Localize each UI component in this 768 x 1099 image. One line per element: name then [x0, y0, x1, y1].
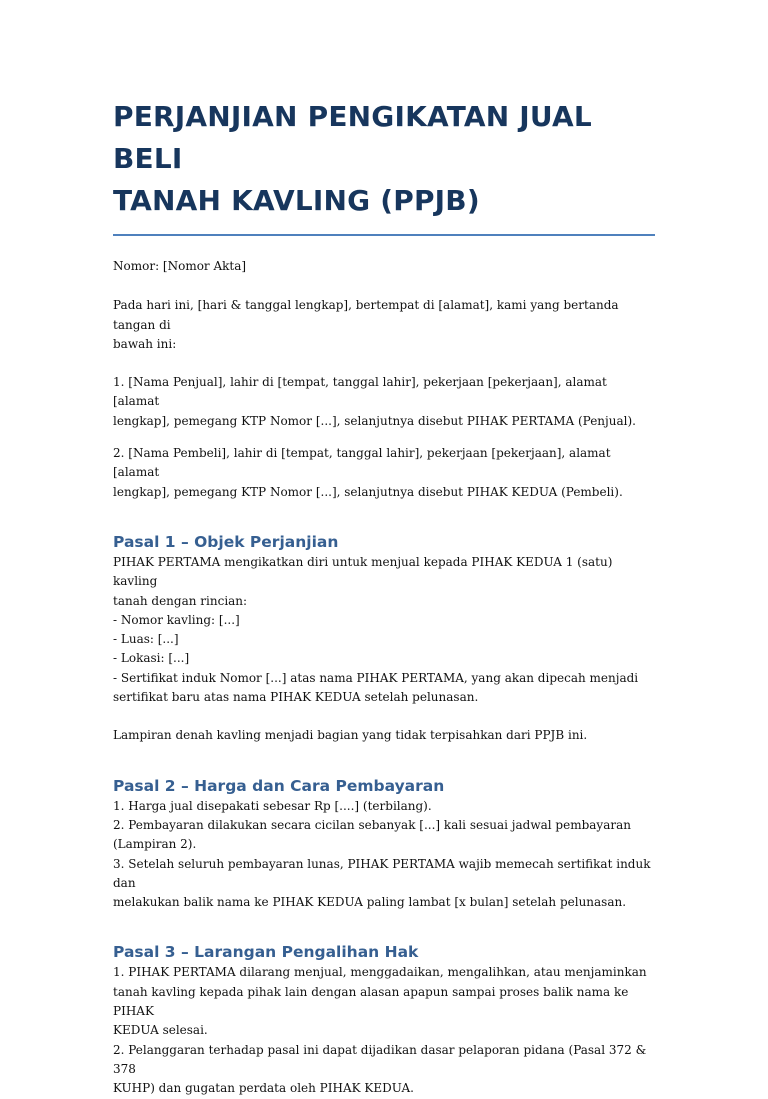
- party-first-paragraph: 1. [Nama Penjual], lahir di [tempat, tanggal lahir], pekerjaan [pekerjaan], alamat [alamat lengkap], pemegang KTP Nomor [...], selanjutnya disebut PIHAK PERTAMA (Penjual).: [113, 375, 636, 428]
- section-note-pasal-1: Lampiran denah kavling menjadi bagian yang tidak terpisahkan dari PPJB ini.: [113, 728, 588, 743]
- nomor-akta: Nomor: [Nomor Akta]: [113, 259, 247, 273]
- document-page: [113, 96, 655, 1099]
- section-body-pasal-2: 1. Harga jual disepakati sebesar Rp [....] (terbilang). 2. Pembayaran dilakukan secara cicilan sebanyak [...] kali sesuai jadwal pembayaran (Lampiran 2). 3. Setelah seluruh pembayaran lunas, PIHAK PERTAMA wajib memecah sertifikat induk dan melakukan balik nama ke PIHAK KEDUA paling lambat [x bulan] setelah pelunasan.: [113, 798, 651, 910]
- title-line-2: TANAH KAVLING (PPJB): [113, 184, 480, 217]
- document-title: [113, 96, 655, 222]
- intro-paragraph: Pada hari ini, [hari & tanggal lengkap], bertempat di [alamat], kami yang bertanda tangan di bawah ini:: [113, 298, 619, 351]
- section-heading-pasal-3: Pasal 3 – Larangan Pengalihan Hak: [113, 943, 419, 962]
- title-line-1: PERJANJIAN PENGIKATAN JUAL BELI: [113, 100, 592, 175]
- title-underline: [113, 234, 655, 236]
- section-body-pasal-1: PIHAK PERTAMA mengikatkan diri untuk menjual kepada PIHAK KEDUA 1 (satu) kavling tanah dengan rincian: - Nomor kavling: [...] - Luas: [...] - Lokasi: [...] - Sertifikat induk Nomor [...] atas nama PIHAK PERTAMA, yang akan dipecah menjadi sertifikat baru atas nama PIHAK KEDUA setelah pelunasan.: [113, 554, 639, 705]
- section-body-pasal-3: 1. PIHAK PERTAMA dilarang menjual, menggadaikan, mengalihkan, atau menjaminkan tanah kavling kepada pihak lain dengan alasan apapun sampai proses balik nama ke PIHAK KEDUA selesai. 2. Pelanggaran terhadap pasal ini dapat dijadikan dasar pelaporan pidana (Pasal 372 & 378 KUHP) dan gugatan perdata oleh PIHAK KEDUA.: [113, 965, 647, 1096]
- section-heading-pasal-1: Pasal 1 – Objek Perjanjian: [113, 532, 339, 551]
- section-heading-pasal-2: Pasal 2 – Harga dan Cara Pembayaran: [113, 776, 445, 795]
- party-second-paragraph: 2. [Nama Pembeli], lahir di [tempat, tanggal lahir], pekerjaan [pekerjaan], alamat [alamat lengkap], pemegang KTP Nomor [...], selanjutnya disebut PIHAK KEDUA (Pembeli).: [113, 446, 623, 499]
